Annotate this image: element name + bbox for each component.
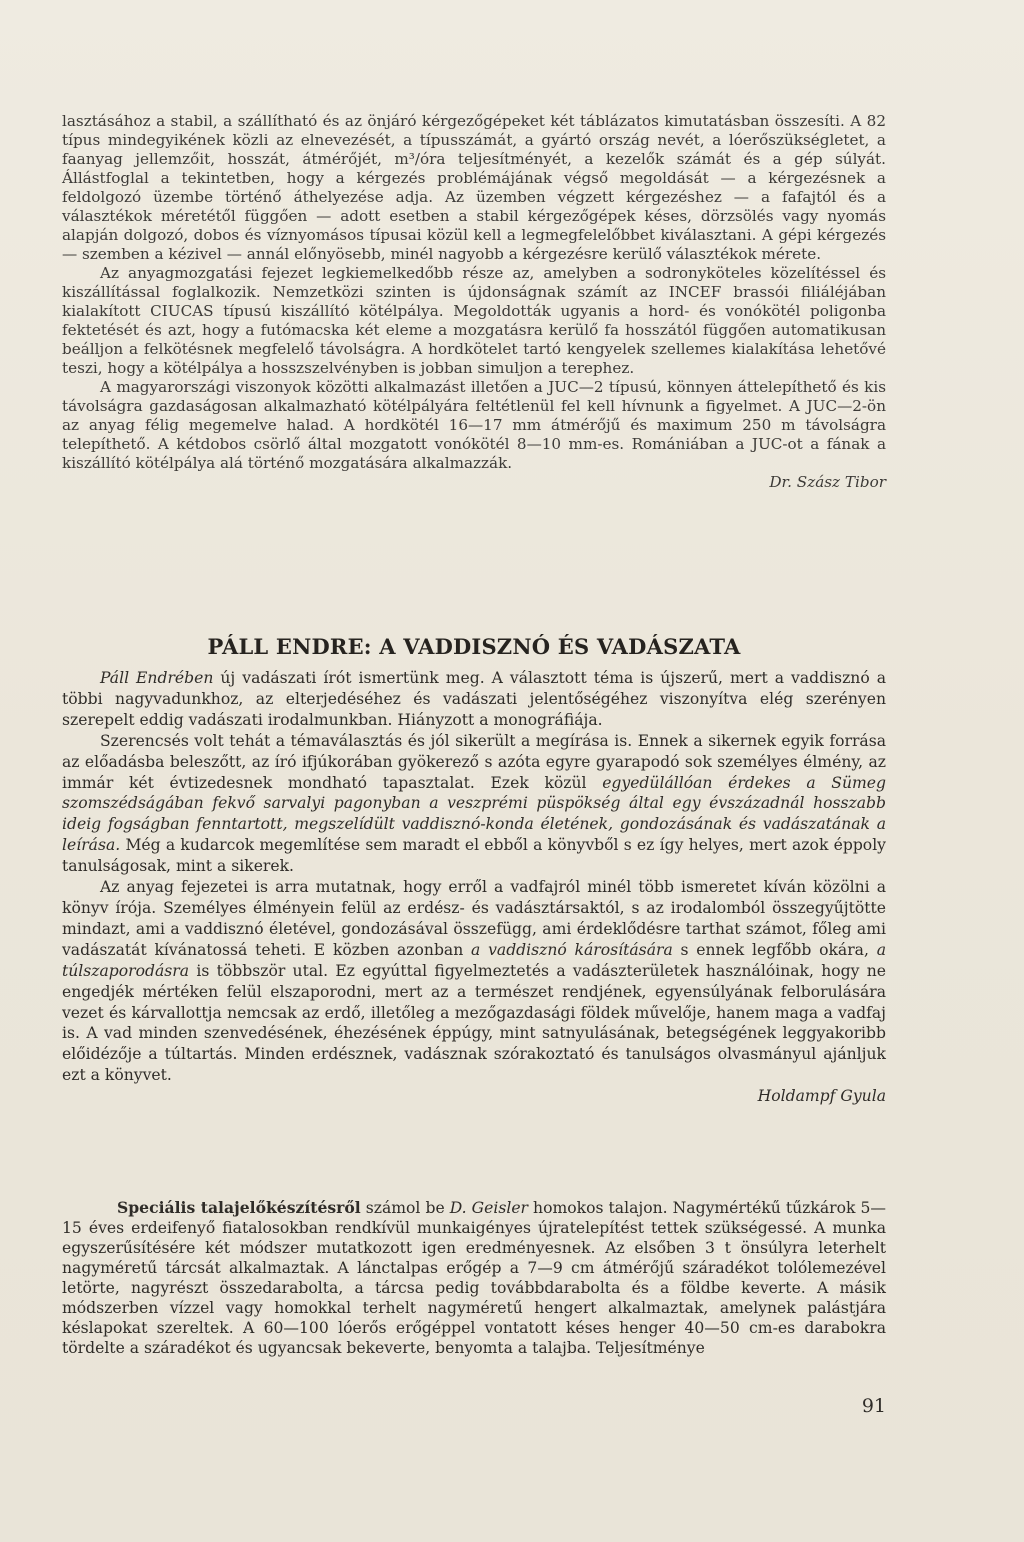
review-section-2: [62, 668, 886, 1107]
emphasis: a vaddisznó károsítására: [471, 940, 673, 959]
review-title: PÁLL ENDRE: A VADDISZNÓ ÉS VADÁSZATA: [207, 634, 741, 659]
emphasis: egyedülállóan érdekes a Sümeg szomszédságában fekvő sarvalyi pagonyban a veszprémi püspökség által egy évszázadnál hosszabb ideig fogságban fenntartott, megszelídült vaddisznó-konda életének, gondozásának és vadászatának a leírása.: [62, 773, 886, 855]
paragraph: A magyarországi viszonyok közötti alkalmazást illetően a JUC—2 típusú, könnyen áttelepíthető és kis távolságra gazdaságosan alkalmazható kötélpályára feltétlenül fel kell hívnunk a figyelmet. A JUC—2-ön az anyag félig megemelve halad. A hordkötél 16—17 mm átmérőjű és maximum 250 m távolságra telepíthető. A kétdobos csörlő által mozgatott vonókötél 8—10 mm-es. Romániában a JUC-ot a fának a kiszállító kötélpálya alá történő mozgatására alkalmazzák.: [62, 378, 886, 472]
author-name: D. Geisler: [449, 1199, 529, 1217]
lead-phrase: Speciális talajelőkészítésről: [117, 1198, 361, 1217]
author-name: Páll Endrében: [100, 669, 214, 687]
paragraph: lasztásához a stabil, a szállítható és az önjáró kérgezőgépeket két táblázatos kimutatásban összesíti. A 82 típus mindegyikének közli az elnevezését, a típusszámát, a gyártó ország nevét, a lóerőszükségletet, a faanyag jellemzőit, hosszát, átmérőjét, m³/óra teljesítményét, a kezelők számát és a gép súlyát. Állástfoglal a tekintetben, hogy a kérgezés problémájának végső megoldását — a kérgezésnek a feldolgozó üzembe történő áthelyezése adja. Az üzemben végzett kérgezéshez — a fafajtól és a választékok méretétől függően — adott esetben a stabil kérgezőgépek késes, dörzsölés vagy nyomás alapján dolgozó, dobos és víznyomásos típusai közül kell a legmegfelelőbbet kiválasztani. A gépi kérgezés — szemben a kézivel — annál előnyösebb, minél nagyobb a kérgezésre kerülő választékok mérete.: [62, 112, 886, 263]
paragraph: Szerencsés volt tehát a témaválasztás és jól sikerült a megírása is. Ennek a sikernek egyik forrása az előadásba beleszőtt, az író ifjúkorában gyökerező s azóta egyre gyarapodó sok személyes élmény, az immár két évtizedesnek mondható tapasztalat. Ezek közül egyedülállóan érdekes a Sümeg szomszédságában fekvő sarvalyi pagonyban a veszprémi püspökség által egy évszázadnál hosszabb ideig fogságban fenntartott, megszelídült vaddisznó-konda életének, gondozásának és vadászatának a leírása. Még a kudarcok megemlítése sem maradt el ebből a könyvből s ez így helyes, mert azok éppoly tanulságosak, mint a sikerek.: [62, 731, 886, 876]
review-section-1: [62, 112, 886, 492]
paragraph: Az anyagmozgatási fejezet legkiemelkedőbb része az, amelyben a sodronyköteles közelítéssel és kiszállítással foglalkozik. Nemzetközi szinten is újdonságnak számít az INCEF brassói filiáléjában kialakított CIUCAS típusú kiszállító kötélpálya. Megoldották ugyanis a hord- és vonókötél poligonba fektetését és azt, hogy a futómacska két eleme a mozgatásra kerülő fa hosszától függően automatikusan beálljon a felkötésnek megfelelő távolságra. A hordkötelet tartó kengyelek szellemes kialakítása lehetővé teszi, hogy a kötélpálya a hosszszelvényben is jobban simuljon a terephez.: [62, 264, 886, 377]
author-signature: Dr. Szász Tibor: [769, 473, 886, 491]
page-number: 91: [861, 1395, 886, 1417]
paragraph: Páll Endrében új vadászati írót ismertünk meg. A választott téma is újszerű, mert a vaddisznó a többi nagyvadunkhoz, az elterjedéséhez és vadászati jelentőségéhez viszonyítva elég szerényen szerepelt eddig vadászati irodalmunkban. Hiányzott a monográfiája.: [62, 669, 886, 729]
review-section-3: [62, 1198, 886, 1358]
paragraph: Speciális talajelőkészítésről számol be D. Geisler homokos talajon. Nagymértékű tűzkárok 5—15 éves erdeifenyő fiatalosokban rendkívül munkaigényes újratelepítést tettek szükségessé. A munka egyszerűsítésére két módszer mutatkozott igen eredményesnek. Az elsőben 3 t önsúlyra leterhelt nagyméretű tárcsát alkalmaztak. A lánctalpas erőgép a 7—9 cm átmérőjű száradékot tolólemezével letörte, nagyrészt összedarabolta, a tárcsa pedig továbbdarabolta és a földbe keverte. A másik módszerben vízzel vagy homokkal terhelt nagyméretű hengert alkalmaztak, amelynek palástjára késlapokat szereltek. A 60—100 lóerős erőgéppel vontatott késes henger 40—50 cm-es darabokra tördelte a száradékot és ugyancsak bekeverte, benyomta a talajba. Teljesítménye: [62, 1198, 886, 1357]
emphasis: a túlszaporodásra: [62, 940, 886, 980]
author-signature: Holdampf Gyula: [757, 1087, 886, 1106]
paragraph: Az anyag fejezetei is arra mutatnak, hogy erről a vadfajról minél több ismeretet kíván közölni a könyv írója. Személyes élményein felül az erdész- és vadásztársaktól, s az irodalomból összegyűjtötte mindazt, ami a vaddisznó életével, gondozásával összefügg, ami érdeklődésre tarthat számot, főleg ami vadászatát kívánatossá teheti. E közben azonban a vaddisznó károsítására s ennek legfőbb okára, a túlszaporodásra is többször utal. Ez egyúttal figyelmeztetés a vadászterületek használóinak, hogy ne engedjék mértéken felül elszaporodni, mert az a természet rendjének, egyensúlyának felborulására vezet és kárvallottja nemcsak az erdő, illetőleg a mezőgazdasági földek művelője, hanem maga a vadfaj is. A vad minden szenvedésének, éhezésének éppúgy, mint satnyulásának, betegségének leggyakoribb előidézője a túltartás. Minden erdésznek, vadásznak szórakoztató és tanulságos olvasmányul ajánljuk ezt a könyvet.: [62, 878, 886, 1085]
